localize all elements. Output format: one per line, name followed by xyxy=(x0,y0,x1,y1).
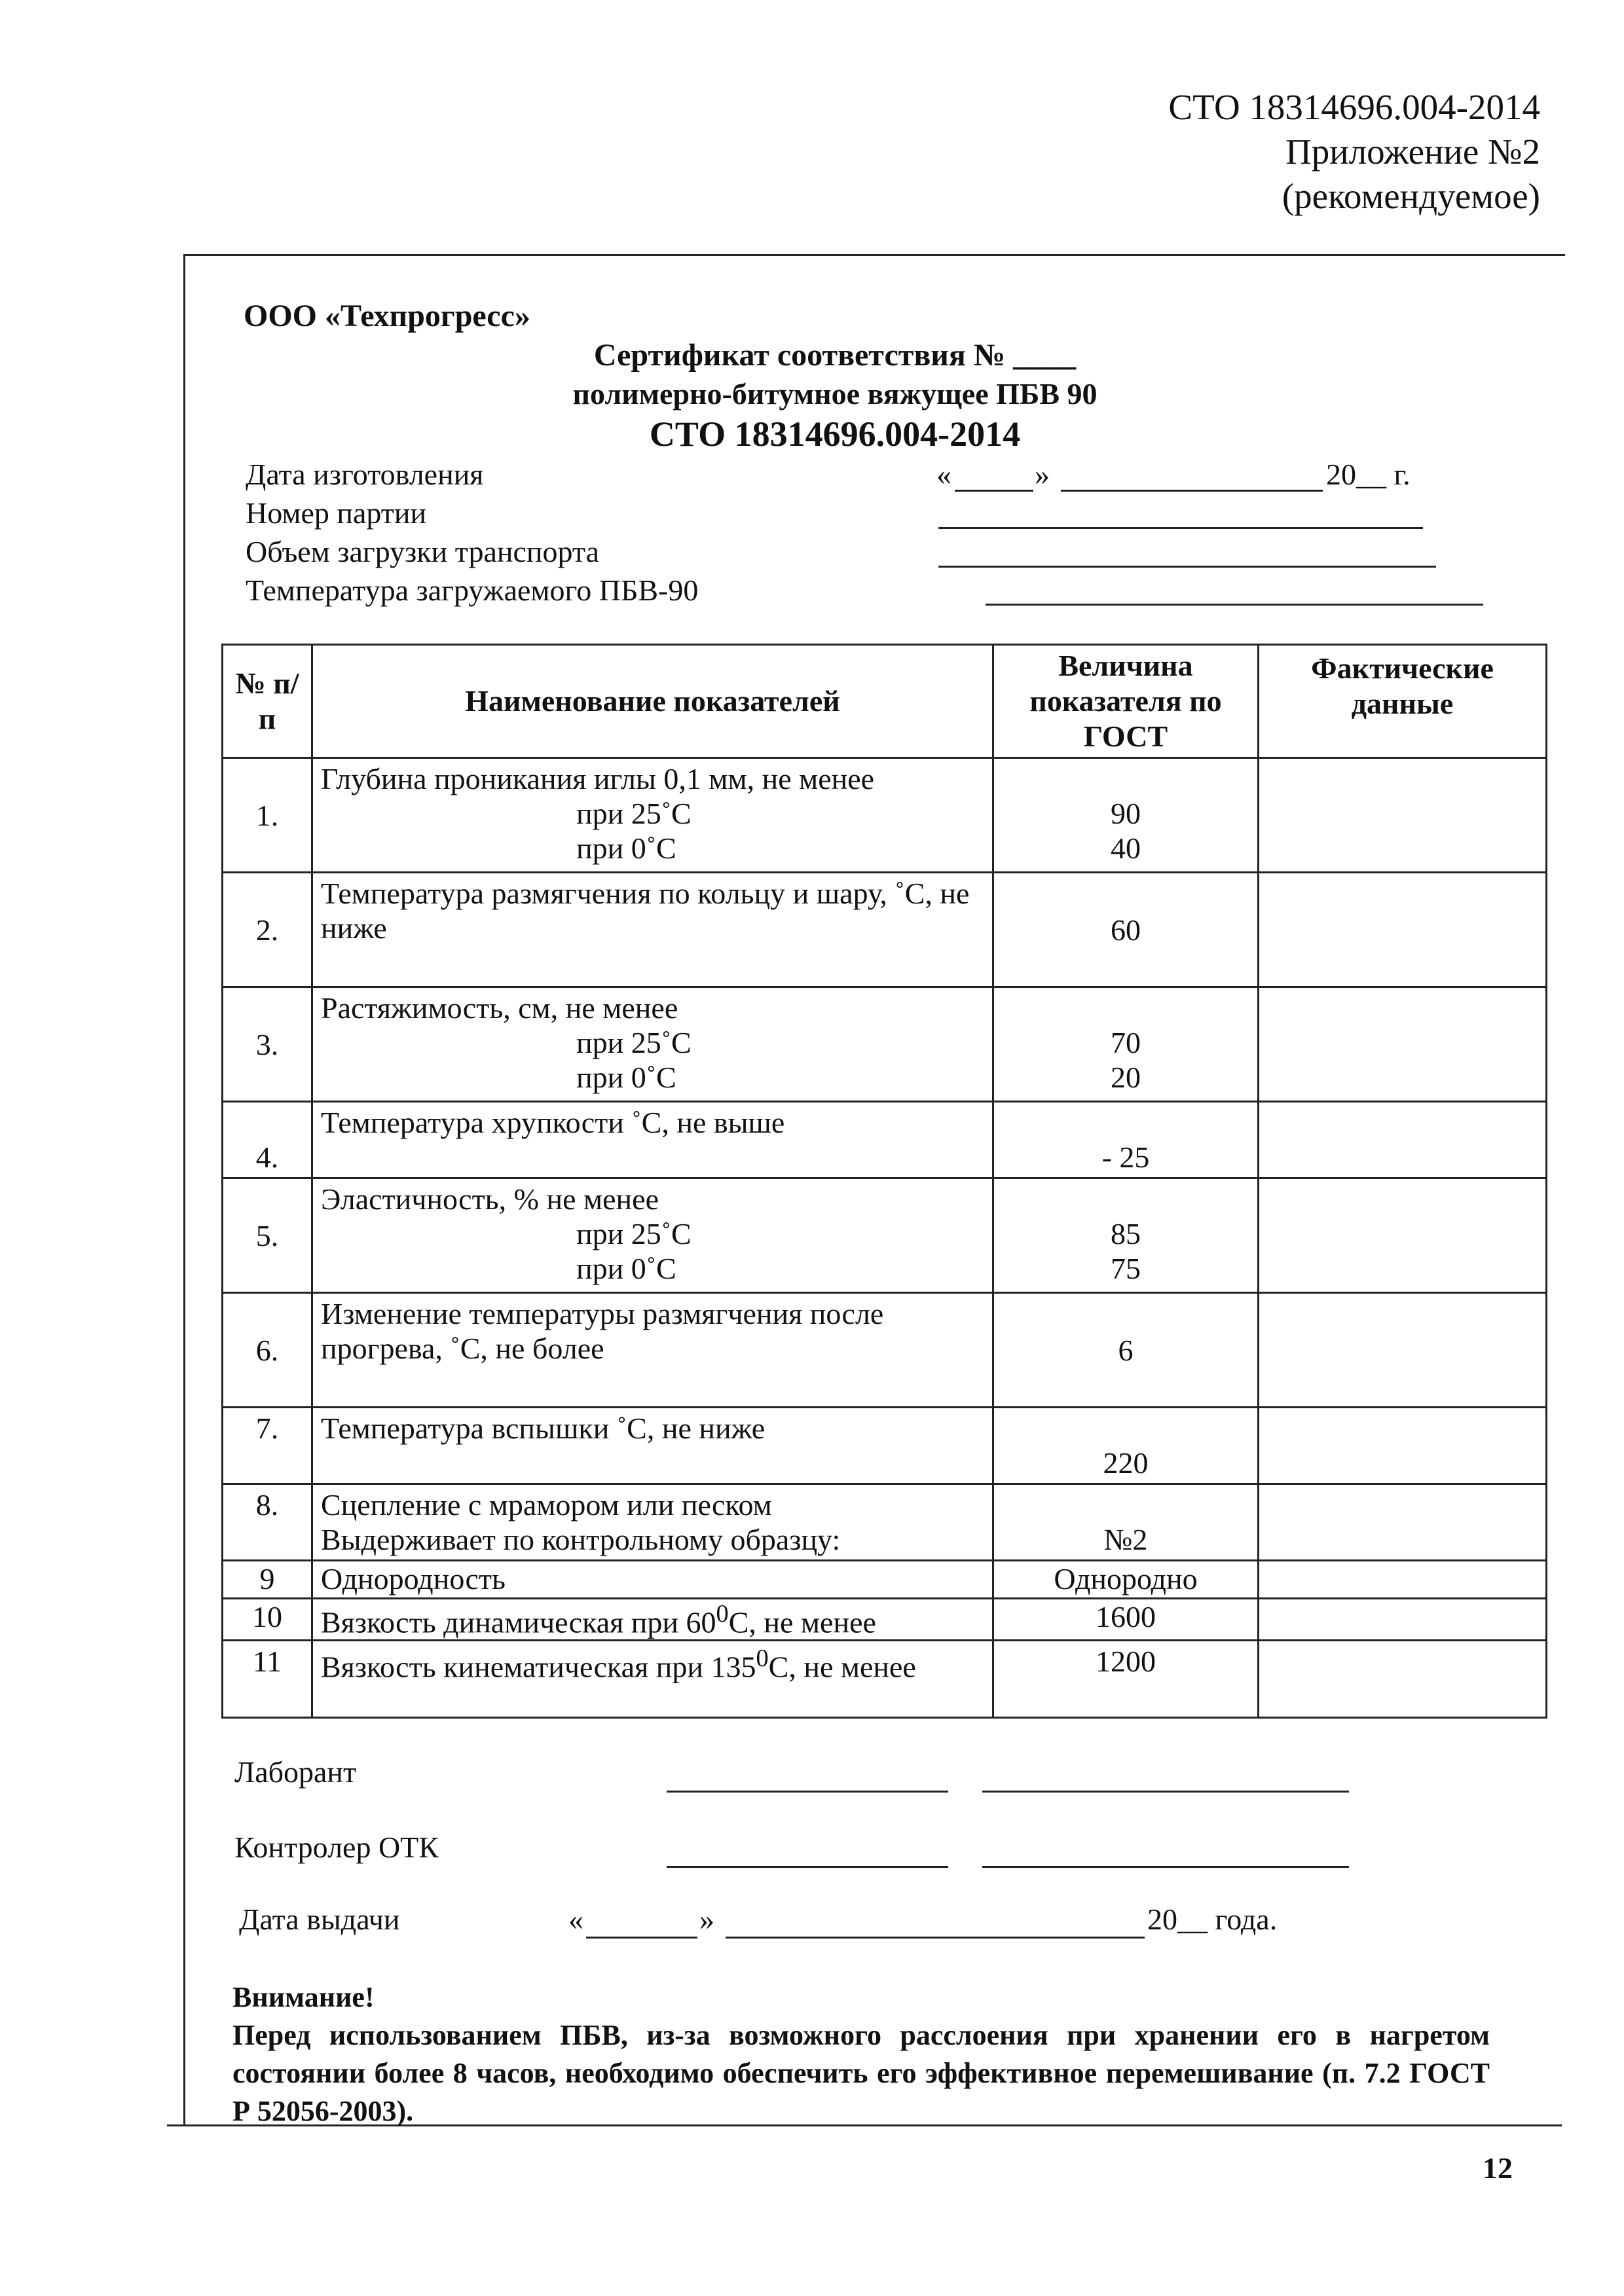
certificate-standard: СТО 18314696.004-2014 xyxy=(649,414,1021,454)
indicator-condition: при 0˚С xyxy=(576,1061,676,1094)
row-number: 3. xyxy=(223,987,312,1102)
row-actual-data xyxy=(1259,758,1547,873)
gost-value: 75 xyxy=(1111,1252,1141,1285)
table-row xyxy=(223,1599,1547,1641)
indicator-title: Растяжимость, см, не менее xyxy=(321,991,678,1025)
row-actual-data xyxy=(1259,987,1547,1102)
indicator-name-part: Вязкость кинематическая при 135 xyxy=(321,1650,756,1684)
load-volume-blank xyxy=(938,566,1436,568)
row-gost-value: 1600 xyxy=(993,1599,1259,1641)
table-row xyxy=(223,1102,1547,1178)
qc-controller-label: Контролер ОТК xyxy=(234,1831,439,1864)
row-indicator-name xyxy=(312,1641,993,1718)
row-actual-data xyxy=(1259,1641,1547,1718)
table-row xyxy=(223,1178,1547,1293)
table-row xyxy=(223,1561,1547,1599)
row-gost-value xyxy=(993,758,1259,873)
row-actual-data xyxy=(1259,1293,1547,1408)
row-actual-data xyxy=(1259,873,1547,987)
organization-name: ООО «Техпрогресс» xyxy=(244,299,530,333)
row-number: 2. xyxy=(223,873,312,987)
indicator-condition: при 25˚С xyxy=(576,1217,692,1250)
row-gost-value: 60 xyxy=(993,873,1259,987)
row-indicator-name xyxy=(312,987,993,1102)
row-indicator-name xyxy=(312,1178,993,1293)
row-indicator-name xyxy=(312,1599,993,1641)
indicator-condition: при 0˚С xyxy=(576,1252,676,1285)
row-indicator-name xyxy=(312,1484,993,1561)
month-blank-line xyxy=(1061,490,1323,492)
row-gost-value xyxy=(993,987,1259,1102)
row-gost-value: - 25 xyxy=(993,1102,1259,1178)
load-volume-label: Объем загрузки транспорта xyxy=(246,535,599,568)
appendix-label: Приложение №2 xyxy=(1285,132,1540,172)
manufacture-date-label: Дата изготовления xyxy=(246,458,484,491)
table-row xyxy=(223,1641,1547,1718)
indicator-title: Глубина проникания иглы 0,1 мм, не менее xyxy=(321,762,875,795)
qc-signature-line xyxy=(667,1866,948,1868)
table-row xyxy=(223,1484,1547,1561)
indicator-condition: при 25˚С xyxy=(576,797,692,830)
gost-value: 70 xyxy=(1111,1026,1141,1059)
row-number: 8. xyxy=(223,1484,312,1561)
table-row xyxy=(223,1408,1547,1484)
row-gost-value: 1200 xyxy=(993,1641,1259,1718)
gost-value: 40 xyxy=(1111,831,1141,865)
table-row xyxy=(223,873,1547,987)
table-row xyxy=(223,987,1547,1102)
row-indicator-name: Изменение температуры размягчения после прогрева, ˚С, не более xyxy=(312,1293,993,1408)
date-year: 20__ г. xyxy=(1326,458,1411,491)
indicators-table xyxy=(221,644,1547,1719)
indicator-condition: при 0˚С xyxy=(576,831,676,865)
indicator-condition: Выдерживает по контрольному образцу: xyxy=(321,1523,841,1556)
row-number: 1. xyxy=(223,758,312,873)
row-indicator-name: Температура вспышки ˚С, не ниже xyxy=(312,1408,993,1484)
date-close-quote: » xyxy=(1035,458,1050,491)
appendix-status: (рекомендуемое) xyxy=(1282,176,1540,216)
lab-assistant-label: Лаборант xyxy=(234,1755,357,1789)
row-actual-data xyxy=(1259,1484,1547,1561)
row-gost-value: 6 xyxy=(993,1293,1259,1408)
row-number: 7. xyxy=(223,1408,312,1484)
row-actual-data xyxy=(1259,1178,1547,1293)
indicator-condition: при 25˚С xyxy=(576,1026,692,1059)
certificate-title: Сертификат соответствия № ____ xyxy=(593,338,1077,373)
page-number: 12 xyxy=(1483,2151,1513,2185)
gost-value: 20 xyxy=(1111,1061,1141,1094)
row-actual-data xyxy=(1259,1102,1547,1178)
header-indicator-name: Наименование показателей xyxy=(312,645,993,758)
degree-superscript: 0 xyxy=(756,1645,769,1673)
row-number: 5. xyxy=(223,1178,312,1293)
issue-date-close-quote: » xyxy=(699,1903,714,1936)
degree-superscript: 0 xyxy=(716,1600,729,1628)
issue-month-blank xyxy=(726,1937,1145,1939)
row-actual-data xyxy=(1259,1408,1547,1484)
row-gost-value xyxy=(993,1178,1259,1293)
indicator-name-part: С, не менее xyxy=(768,1650,916,1684)
header-number: № п/п xyxy=(223,645,312,758)
row-number: 4. xyxy=(223,1102,312,1178)
load-temperature-label: Температура загружаемого ПБВ-90 xyxy=(246,574,699,607)
document-code: СТО 18314696.004-2014 xyxy=(1168,87,1540,127)
day-blank-line xyxy=(955,490,1033,492)
row-indicator-name: Однородность xyxy=(312,1561,993,1599)
frame-left-border xyxy=(183,254,185,2126)
gost-value: 90 xyxy=(1111,797,1141,830)
table-row xyxy=(223,1293,1547,1408)
issue-date-open-quote: « xyxy=(568,1903,583,1936)
lab-name-line xyxy=(982,1791,1349,1793)
qc-name-line xyxy=(982,1866,1349,1868)
header-actual-data: Фактические данные xyxy=(1259,645,1547,758)
date-open-quote: « xyxy=(936,458,951,491)
row-indicator-name: Температура размягчения по кольцу и шару, ˚С, не ниже xyxy=(312,873,993,987)
row-actual-data xyxy=(1259,1561,1547,1599)
load-temperature-blank xyxy=(986,604,1483,606)
row-number: 6. xyxy=(223,1293,312,1408)
indicator-title: Эластичность, % не менее xyxy=(321,1182,659,1216)
row-actual-data xyxy=(1259,1599,1547,1641)
row-number: 11 xyxy=(223,1641,312,1718)
warning-text: Перед использованием ПБВ, из-за возможного расслоения при хранении его в нагретом состоянии более 8 часов, необходимо обеспечить его эффективное перемешивание (п. 7.2 ГОСТ Р 52056-2003). xyxy=(232,2019,1490,2127)
row-gost-value: Однородно xyxy=(993,1561,1259,1599)
frame-top-border xyxy=(183,254,1565,256)
indicator-title: Сцепление с мрамором или песком xyxy=(321,1488,772,1522)
issue-date-label: Дата выдачи xyxy=(239,1903,400,1936)
table-header-row xyxy=(223,645,1547,758)
indicator-name-part: С, не менее xyxy=(728,1605,876,1639)
batch-number-label: Номер партии xyxy=(246,496,427,530)
row-number: 10 xyxy=(223,1599,312,1641)
table-row xyxy=(223,758,1547,873)
header-gost-value: Величина показателя по ГОСТ xyxy=(993,645,1259,758)
warning-title: Внимание! xyxy=(232,1981,375,2013)
product-name: полимерно-битумное вяжущее ПБВ 90 xyxy=(572,377,1098,410)
batch-number-blank xyxy=(938,527,1423,529)
row-gost-value: 220 xyxy=(993,1408,1259,1484)
row-indicator-name xyxy=(312,758,993,873)
row-indicator-name: Температура хрупкости ˚С, не выше xyxy=(312,1102,993,1178)
issue-day-blank xyxy=(586,1937,697,1939)
lab-signature-line xyxy=(667,1791,948,1793)
row-gost-value: №2 xyxy=(993,1484,1259,1561)
issue-date-year: 20__ года. xyxy=(1147,1903,1278,1936)
row-number: 9 xyxy=(223,1561,312,1599)
indicator-name-part: Вязкость динамическая при 60 xyxy=(321,1605,716,1639)
gost-value: 85 xyxy=(1111,1217,1141,1250)
